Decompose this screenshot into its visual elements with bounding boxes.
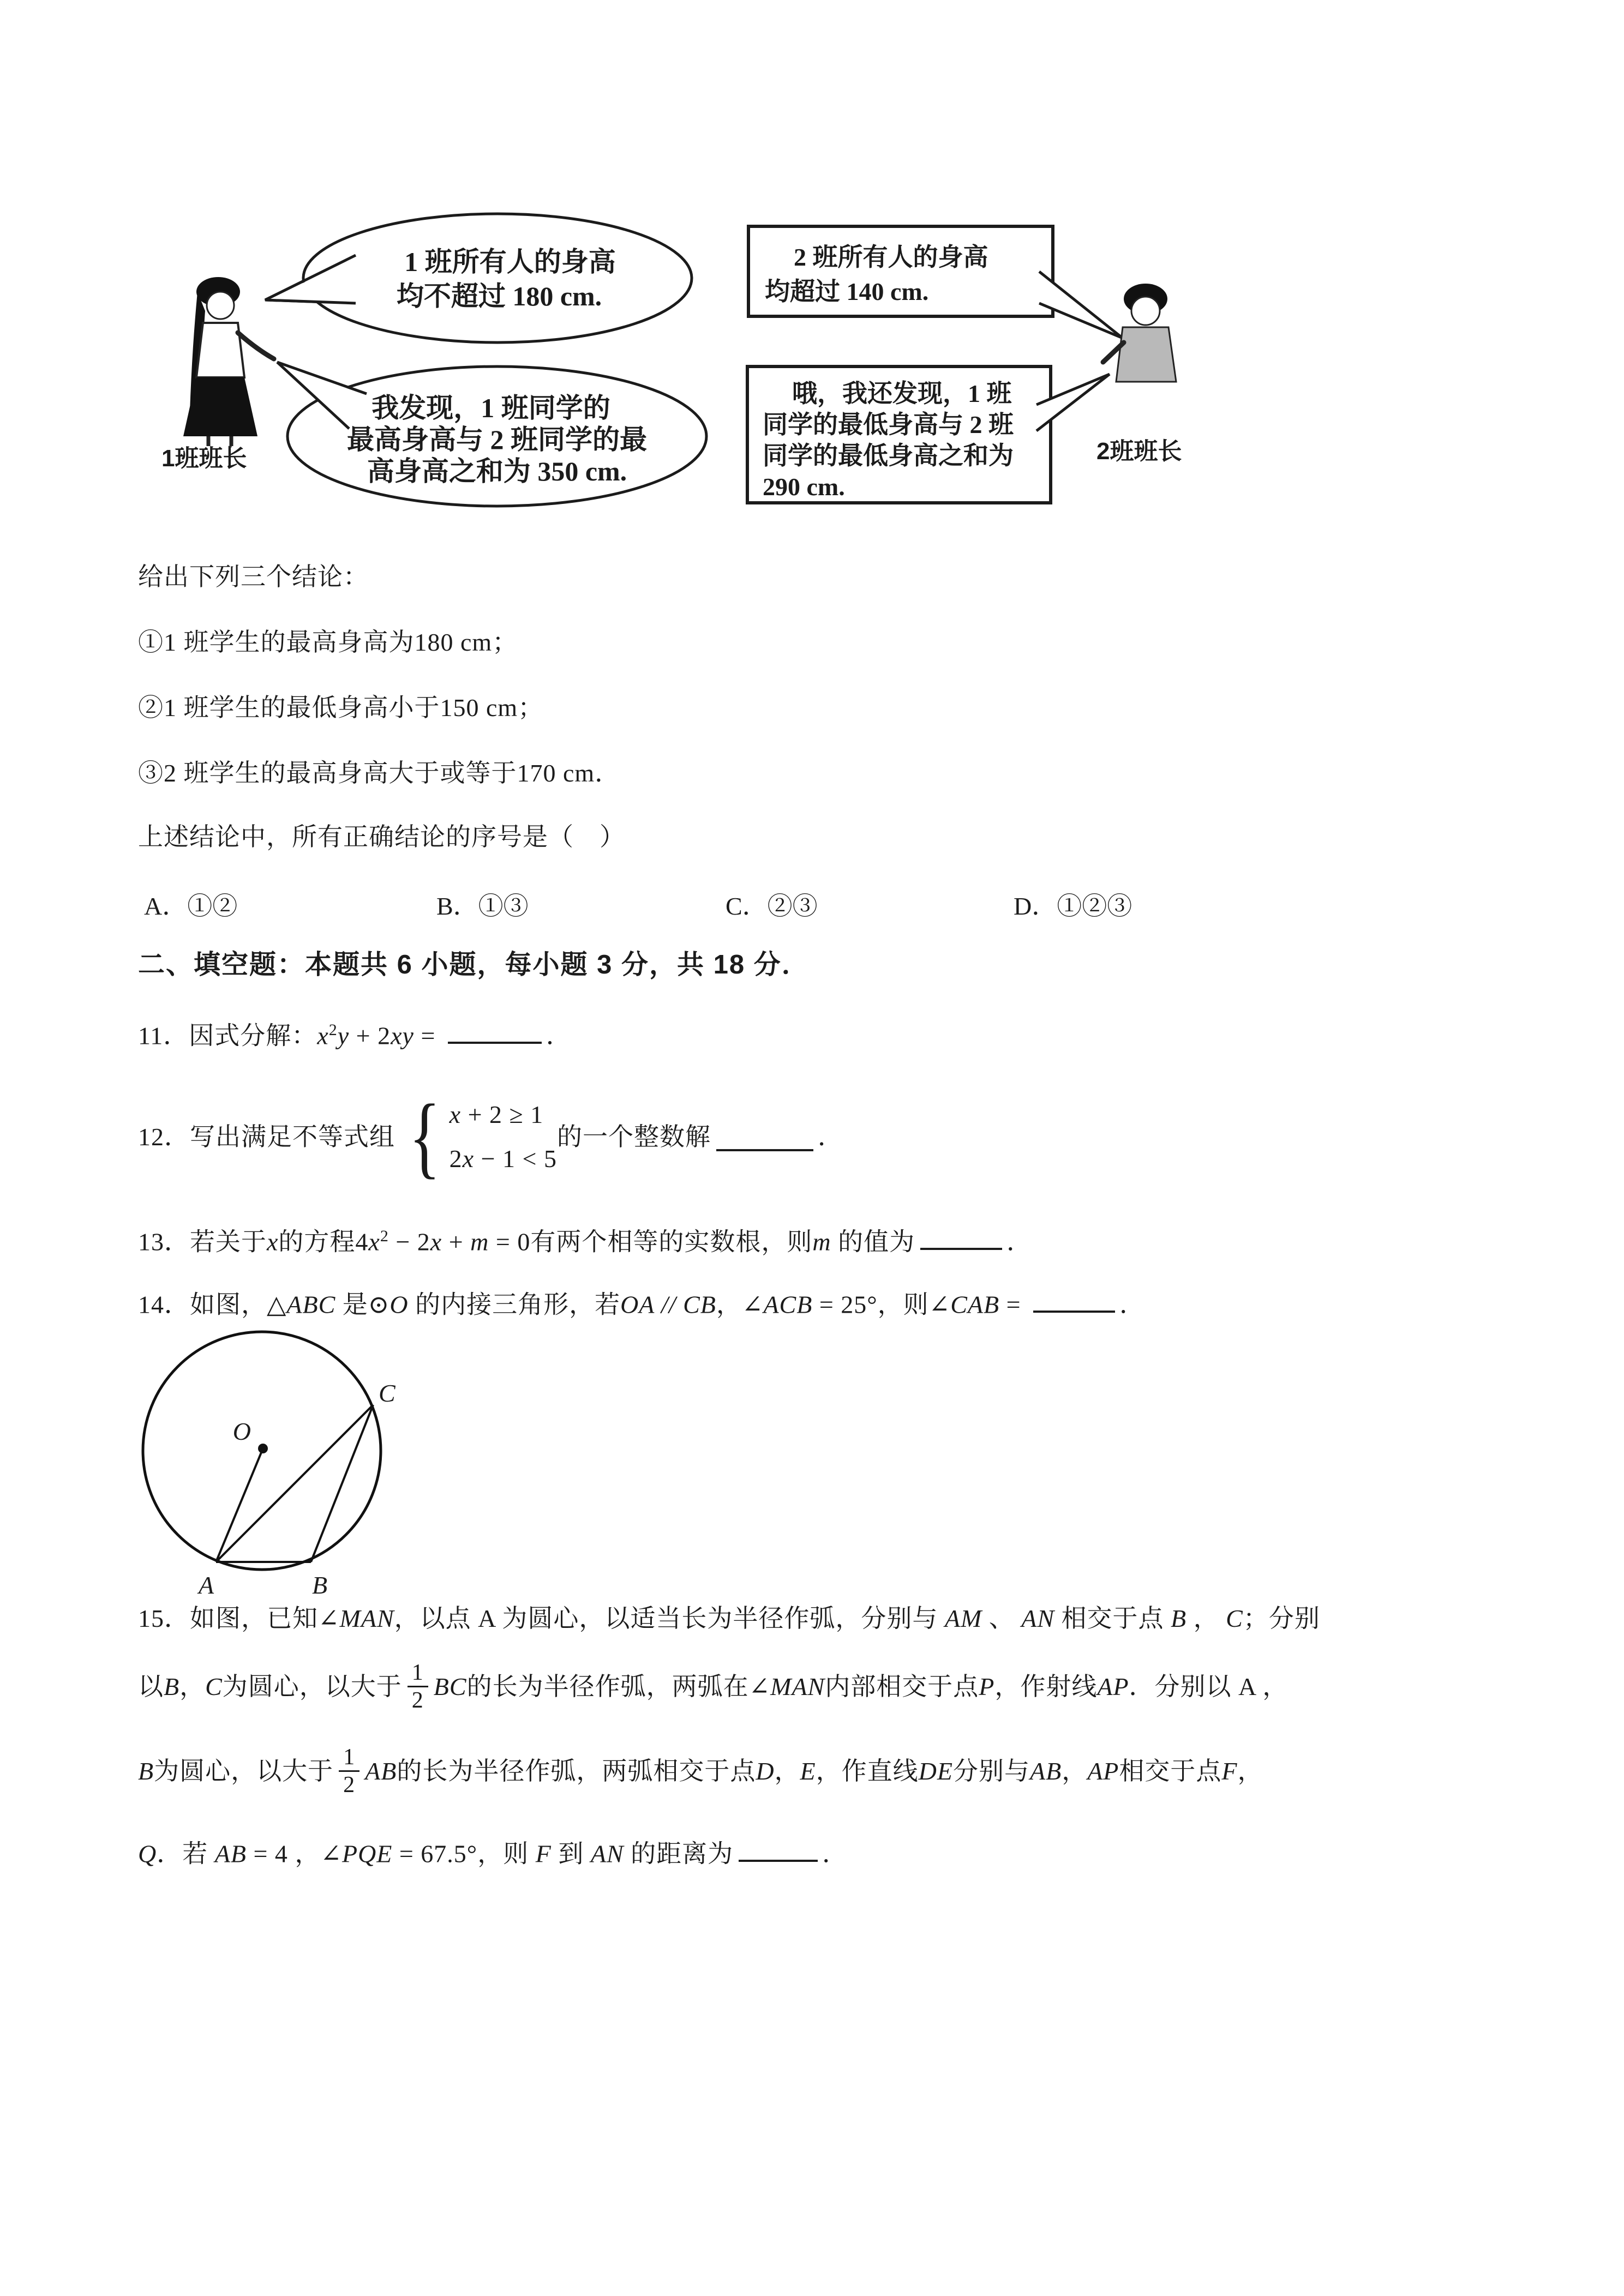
text-run: + 2 [349, 1021, 391, 1050]
girl-caption: 1班班长 [161, 445, 247, 472]
question-14 [138, 1284, 1145, 1321]
label-a: A [198, 1571, 214, 1599]
bubble2-line3: 高身高之和为 350 cm. [367, 456, 627, 486]
text-run: y [337, 1021, 350, 1050]
text-run: = [999, 1290, 1028, 1319]
text-run: 分别与 [952, 1757, 1030, 1785]
question-stem: 上述结论中，所有正确结论的序号是（ ） [138, 823, 625, 851]
text-run: ABC [286, 1290, 336, 1319]
text-run: ． [822, 1840, 848, 1868]
conclusions-intro: 给出下列三个结论： [138, 563, 369, 591]
numerator: 1 [411, 1660, 424, 1685]
text-run: ， [1186, 1604, 1226, 1632]
text-run: xy [391, 1021, 414, 1050]
text-run: OA // CB [620, 1290, 716, 1319]
text-run: ． [1119, 1290, 1146, 1319]
question-15-line4 [138, 1834, 848, 1870]
text-run: 的距离为 [624, 1840, 734, 1868]
speech-bubble-1 [265, 214, 692, 342]
box1-line1: 2 班所有人的身高 [794, 243, 988, 271]
numerator: 1 [343, 1744, 356, 1770]
text-run: AB [214, 1840, 247, 1868]
answer-blank[interactable] [448, 1015, 542, 1044]
text-run: = 25°，则∠ [812, 1290, 951, 1319]
segment-oa [216, 1448, 263, 1562]
text-run: = 67.5°，则 [392, 1840, 536, 1868]
boy-shirt [1116, 327, 1176, 382]
text-run: D [756, 1757, 775, 1785]
text-run: 是⊙ [335, 1290, 390, 1319]
fraction-one-half [339, 1744, 359, 1799]
text-run: 以 [138, 1672, 164, 1700]
option-d[interactable]: D．①②③ [1014, 892, 1132, 920]
denominator: 2 [408, 1686, 428, 1714]
text-run: − 2 [388, 1228, 430, 1256]
text-run: ，以点 A 为圆心，以适当长为半径作弧，分别与 [394, 1604, 945, 1632]
text-run: − 1 < 5 [474, 1145, 557, 1173]
text-run: AM [944, 1604, 982, 1632]
text-run: ， [179, 1672, 206, 1700]
comic-figure [125, 202, 1260, 529]
answer-blank[interactable] [920, 1222, 1002, 1250]
text-run: 的一个整数解 [556, 1123, 711, 1151]
text-run: 14．如图，△ [138, 1290, 287, 1319]
text-run: AP [1087, 1757, 1119, 1785]
text-run: ． [1006, 1228, 1033, 1256]
text-run: + [442, 1228, 471, 1256]
text-run: E [800, 1757, 816, 1785]
text-run: P [979, 1672, 995, 1700]
box2-line4: 290 cm. [763, 473, 845, 501]
circle-diagram [125, 1323, 409, 1606]
text-run: 15．如图，已知∠ [138, 1604, 340, 1632]
speech-bubble-2 [277, 362, 706, 506]
question-15-line1 [138, 1602, 1320, 1635]
fraction-one-half [408, 1660, 428, 1714]
text-run: F [1221, 1757, 1238, 1785]
text-run: 11．因式分解： [138, 1021, 317, 1050]
text-run: x [368, 1228, 380, 1256]
bubble1-line2: 均不超过 180 cm. [396, 281, 602, 311]
section-2-header: 二、填空题：本题共 6 小题，每小题 3 分，共 18 分． [138, 950, 810, 979]
text-run: 13．若关于 [138, 1228, 267, 1256]
question-13 [138, 1222, 1032, 1258]
text-run: ．若 [157, 1840, 215, 1868]
bubble2-line2: 最高身高与 2 班同学的最 [347, 424, 647, 455]
boy-caption: 2班班长 [1096, 438, 1182, 465]
text-run: ACB [763, 1290, 813, 1319]
denominator: 2 [339, 1770, 359, 1798]
girl-figure [161, 277, 274, 472]
option-a[interactable]: A．①② [144, 892, 238, 920]
text-run: ． [546, 1021, 572, 1050]
text-run: ，∠ [716, 1290, 764, 1319]
text-run: 为圆心，以大于 [154, 1757, 334, 1785]
text-run: x [430, 1228, 442, 1256]
text-run: B [164, 1672, 180, 1700]
text-run: Q [138, 1840, 157, 1868]
label-o: O [232, 1417, 251, 1445]
text-run: m [470, 1228, 489, 1256]
text-run: ．分别以 A ， [1129, 1672, 1289, 1700]
text-run: BC [433, 1672, 467, 1700]
answer-blank[interactable] [1033, 1284, 1115, 1313]
box2-line1: 哦，我还发现，1 班 [792, 380, 1012, 407]
text-run: x [317, 1021, 329, 1050]
text-run: AN [1021, 1604, 1055, 1632]
conclusion-2: ②1 班学生的最低身高小于150 cm； [138, 694, 544, 722]
options-row [0, 886, 1624, 924]
text-run: DE [918, 1757, 953, 1785]
box2-line2: 同学的最低身高与 2 班 [763, 411, 1014, 438]
text-run: O [389, 1290, 409, 1319]
text-run: AB [1029, 1757, 1062, 1785]
text-run: MAN [339, 1604, 394, 1632]
text-run: = [414, 1021, 442, 1050]
text-run: x [462, 1145, 475, 1173]
text-run: 、 [982, 1604, 1022, 1632]
text-run: 相交于点 [1119, 1757, 1222, 1785]
text-run: AB [365, 1757, 397, 1785]
system-brace: { [409, 1086, 441, 1188]
text-run: B [138, 1757, 154, 1785]
text-run: 的内接三角形，若 [408, 1290, 621, 1319]
text-run: F [535, 1840, 552, 1868]
text-run: ，作直线 [816, 1757, 919, 1785]
text-run: 的方程4 [278, 1228, 369, 1256]
text-run: ， [774, 1757, 800, 1785]
inequality-2 [450, 1145, 557, 1173]
text-run: = 4 ，∠ [246, 1840, 342, 1868]
question-15-line3 [138, 1732, 1263, 1811]
text-run: C [1226, 1604, 1243, 1632]
text-run: 相交于点 [1054, 1604, 1171, 1632]
text-run: AP [1097, 1672, 1129, 1700]
inequality-system [450, 1101, 557, 1173]
speech-box-2 [747, 366, 1110, 503]
bubble2-line1: 我发现，1 班同学的 [371, 393, 610, 423]
text-run: 的长为半径作弧，两弧在∠ [466, 1672, 771, 1700]
option-c[interactable]: C．②③ [726, 892, 818, 920]
text-run: ， [1237, 1757, 1263, 1785]
question-11 [138, 1015, 572, 1052]
text-run: x [267, 1228, 279, 1256]
label-c: C [379, 1379, 395, 1407]
speech-box-1 [748, 226, 1123, 338]
text-run: 2 [380, 1227, 389, 1245]
answer-blank[interactable] [739, 1834, 818, 1862]
text-run: 内部相交于点 [825, 1672, 979, 1700]
question-15-line2 [138, 1647, 1288, 1726]
text-run: PQE [341, 1840, 393, 1868]
text-run: = 0有两个相等的实数根，则 [489, 1228, 813, 1256]
question-12 [138, 1086, 843, 1188]
conclusion-1: ①1 班学生的最高身高为180 cm； [138, 628, 518, 656]
text-run: 2 [328, 1020, 338, 1039]
girl-arm [238, 333, 274, 359]
text-run: 的长为半径作弧，两弧相交于点 [397, 1757, 756, 1785]
girl-face [207, 292, 234, 319]
box2-line3: 同学的最低身高之和为 [763, 442, 1014, 470]
text-run: 为圆心，以大于 [222, 1672, 402, 1700]
text-run: 到 [551, 1840, 591, 1868]
conclusion-3: ③2 班学生的最高身高大于或等于170 cm． [138, 759, 621, 787]
text-run: AN [590, 1840, 624, 1868]
text-run: m [812, 1228, 831, 1256]
inequality-1 [450, 1101, 557, 1129]
bubble-outline [303, 214, 692, 342]
text-run: ． [817, 1123, 843, 1151]
text-run: 2 [449, 1145, 463, 1173]
text-run: 的值为 [831, 1228, 915, 1256]
boy-face [1131, 297, 1160, 325]
text-run: ；分别 [1243, 1604, 1320, 1632]
text-run: B [1171, 1604, 1187, 1632]
box1-line2: 均超过 140 cm. [765, 278, 929, 305]
bubble1-line1: 1 班所有人的身高 [404, 247, 616, 277]
text-run: ，作射线 [994, 1672, 1098, 1700]
label-b: B [311, 1571, 328, 1599]
text-run: ， [1062, 1757, 1088, 1785]
text-run: x [449, 1101, 462, 1129]
text-run: 12．写出满足不等式组 [138, 1123, 395, 1151]
option-b[interactable]: B．①③ [436, 892, 529, 920]
text-run: MAN [770, 1672, 825, 1700]
text-run: C [205, 1672, 223, 1700]
text-run: + 2 ≥ 1 [461, 1101, 544, 1129]
answer-blank[interactable] [716, 1123, 813, 1151]
text-run: CAB [950, 1290, 1000, 1319]
